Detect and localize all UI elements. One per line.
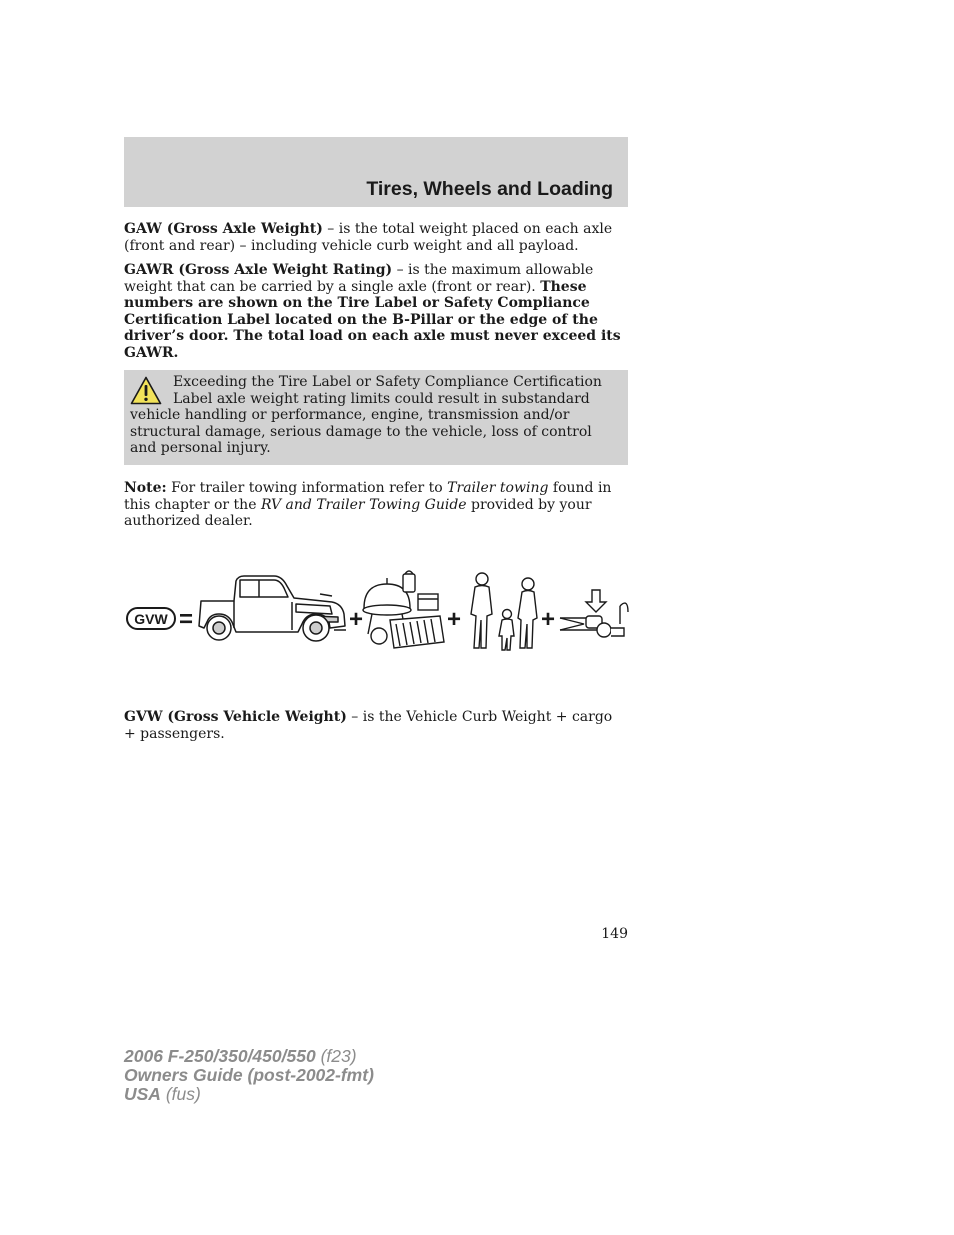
document-footer: [124, 1047, 374, 1103]
gawr-term: GAWR (Gross Axle Weight Rating): [124, 262, 393, 278]
gawr-definition: – is the maximum allowable weight that can be carried by a single axle (front or rear).: [124, 262, 594, 295]
plus-sign: +: [446, 606, 462, 633]
towing-guide-reference: RV and Trailer Towing Guide: [260, 496, 467, 513]
note-text: provided by your authorized dealer.: [124, 496, 592, 530]
tongue-load-icon: [560, 590, 628, 637]
gvw-illustration: [124, 568, 630, 658]
gawr-paragraph: [124, 262, 624, 362]
footer-model: 2006 F-250/350/450/550: [124, 1046, 316, 1066]
gaw-definition: – is the total weight placed on each axle (front and rear) – including vehicle curb weight and all payload.: [124, 221, 613, 254]
note-text: found in this chapter or the: [124, 480, 612, 513]
truck-icon: [199, 576, 346, 641]
gvw-badge: [127, 608, 175, 629]
footer-guide: Owners Guide (post-2002-fmt): [124, 1064, 374, 1085]
warning-text-block: [130, 374, 622, 457]
plus-sign: +: [540, 606, 556, 633]
gawr-emphasis: These numbers are shown on the Tire Label or Safety Compliance Certification Label located on the B-Pillar or the edge of the driver’s door. The total load on each axle must never exceed its GAWR.: [124, 278, 621, 361]
equals-sign: =: [178, 606, 194, 633]
gvw-badge-label: GVW: [134, 611, 168, 627]
section-header: [124, 137, 628, 207]
warning-box: [124, 370, 628, 465]
note-paragraph: [124, 480, 624, 530]
section-title: Tires, Wheels and Loading: [366, 178, 613, 200]
cargo-icon: [363, 571, 444, 648]
gaw-term: GAW (Gross Axle Weight): [124, 221, 323, 237]
footer-market-code: (fus): [160, 1083, 201, 1104]
footer-market: USA: [124, 1083, 161, 1104]
plus-sign: +: [348, 606, 364, 633]
warning-text: Exceeding the Tire Label or Safety Compliance Certification Label axle weight rating limits could result in substandard vehicle handling or performance, engine, transmission and/or structural damage, serious damage to the vehicle, loss of control and personal injury.: [130, 374, 602, 457]
note-text: For trailer towing information refer to: [166, 480, 448, 496]
gvw-paragraph: [124, 709, 624, 742]
page-number: 149: [601, 926, 628, 942]
footer-model-code: (f23): [315, 1046, 357, 1066]
gvw-term: GVW (Gross Vehicle Weight): [124, 709, 347, 725]
passengers-icon: [471, 573, 537, 650]
gvw-definition: – is the Vehicle Curb Weight + cargo + passengers.: [124, 709, 613, 742]
note-label: Note:: [124, 480, 167, 496]
gaw-paragraph: [124, 221, 624, 254]
trailer-towing-reference: Trailer towing: [447, 480, 549, 496]
